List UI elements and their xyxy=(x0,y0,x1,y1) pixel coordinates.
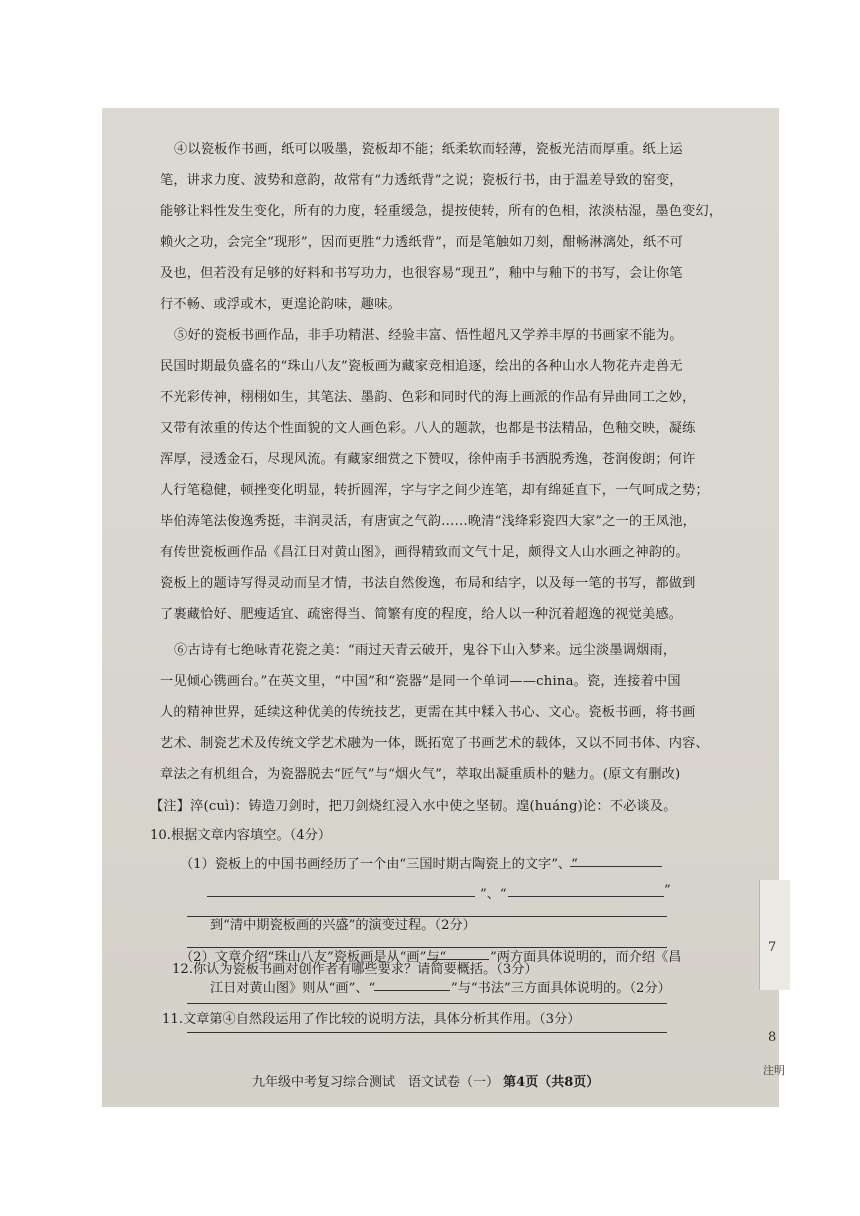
question-text: （1）瓷板上的中国书画经历了一个由“三国时期古陶瓷上的文字”、“ xyxy=(180,857,578,872)
question-text: 到“清中期瓷板画的兴盛”的演变过程。（2分） xyxy=(210,918,476,933)
exam-title: 九年级中考复习综合测试 语文试卷（一） xyxy=(252,1075,500,1090)
text-line: 艺术、制瓷艺术及传统文学艺术融为一体，既拓宽了书画艺术的载体，又以不同书体、内容、 xyxy=(160,736,709,751)
text-line: 章法之有机组合，为瓷器脱去“匠气”与“烟火气”，萃取出凝重质朴的魅力。(原文有删改) xyxy=(160,767,681,782)
text-line: 又带有浓重的传达个性面貌的文人画色彩。八人的题款，也都是书法精品，色釉交映，凝练 xyxy=(160,421,696,436)
text-line: ⑥古诗有七绝咏青花瓷之美：“雨过天青云破开，鬼谷下山入梦来。远尘淡墨调烟雨， xyxy=(174,643,677,658)
answer-blank[interactable] xyxy=(374,990,450,991)
text-line: 人行笔稳健，顿挫变化明显，转折圆浑，字与字之间少连笔，却有绵延直下，一气呵成之势； xyxy=(160,483,709,498)
answer-line[interactable] xyxy=(187,916,667,917)
answer-line[interactable] xyxy=(187,1003,667,1004)
question-text: ”、“ xyxy=(480,887,507,902)
question-text: ”两方面具体说明的，而介绍《昌 xyxy=(490,950,682,965)
answer-blank[interactable] xyxy=(508,896,664,897)
question-text: ” xyxy=(664,883,671,898)
text-line: 赖火之功，会完全“现形”，因而更胜“力透纸背”，而是笔触如刀刻，酣畅淋漓处，纸不可 xyxy=(160,235,684,250)
edge-fragment: 7 xyxy=(768,940,777,955)
text-line: 了裹藏恰好、肥瘦适宜、疏密得当、简繁有度的程度，给人以一种沉着超逸的视觉美感。 xyxy=(160,607,683,622)
adjacent-paper-edge xyxy=(759,880,790,1077)
question-text: ”与“书法”三方面具体说明的。（2分） xyxy=(451,981,671,996)
question-stem: 11.文章第④自然段运用了作比较的说明方法，具体分析其作用。（3分） xyxy=(162,1012,581,1027)
answer-line[interactable] xyxy=(187,1032,667,1033)
question-text: （2）文章介绍“珠山八友”瓷板画是从“画”与“ xyxy=(180,950,447,965)
answer-blank[interactable] xyxy=(570,866,662,867)
text-line: 及也，但若没有足够的好料和书写功力，也很容易“现丑”，釉中与釉下的书写，会让你笔 xyxy=(160,266,683,281)
text-line: 民国时期最负盛名的“珠山八友”瓷板画为藏家竞相追逐，绘出的各种山水人物花卉走兽无 xyxy=(160,359,683,374)
question-stem: 10.根据文章内容填空。（4分） xyxy=(150,828,332,843)
text-line: 浑厚，浸透金石，尽现风流。有藏家细赏之下赞叹，徐仲南手书洒脱秀逸，苍润俊朗；何许 xyxy=(160,452,696,467)
footnote: 【注】淬(cuì)：铸造刀剑时，把刀剑烧红浸入水中使之坚韧。遑(huáng)论：不必谈及。 xyxy=(150,799,677,814)
text-line: 一见倾心镌画台。”在英文里，“中国”和“瓷器”是同一个单词——china。瓷，连接着中国 xyxy=(160,674,681,689)
text-line: 人的精神世界，延续这种优美的传统技艺，更需在其中糅入书心、文心。瓷板书画，将书画 xyxy=(160,705,696,720)
question-stem: 12.你认为瓷板书画对创作者有哪些要求？请简要概括。（3分） xyxy=(172,962,538,977)
page-number: 第4页（共8页） xyxy=(503,1075,600,1090)
text-line: 不光彩传神，栩栩如生，其笔法、墨韵、色彩和同时代的海上画派的作品有异曲同工之妙， xyxy=(160,390,696,405)
answer-blank[interactable] xyxy=(207,896,475,897)
text-line: 有传世瓷板画作品《昌江日对黄山图》，画得精致而文气十足，颇得文人山水画之神韵的。 xyxy=(160,545,689,560)
text-line: 瓷板上的题诗写得灵动而呈才情，书法自然俊逸，布局和结字，以及每一笔的书写，都做到 xyxy=(160,576,696,591)
text-line: 笔，讲求力度、波势和意韵，故常有“力透纸背”之说；瓷板行书，由于温差导致的窑变， xyxy=(160,173,683,188)
text-line: 毕伯涛笔法俊逸秀挺，丰润灵活，有唐寅之气韵……晚清“浅绛彩瓷四大家”之一的王凤池， xyxy=(160,514,696,529)
text-line: ④以瓷板作书画，纸可以吸墨，瓷板却不能；纸柔软而轻薄，瓷板光洁而厚重。纸上运 xyxy=(174,142,683,157)
text-line: ⑤好的瓷板书画作品，非手功精湛、经验丰富、悟性超凡又学养丰厚的书画家不能为。 xyxy=(174,328,683,343)
question-text: 江日对黄山图》则从“画”、“ xyxy=(210,981,376,996)
page-footer xyxy=(252,1071,599,1090)
answer-line[interactable] xyxy=(187,947,667,948)
edge-fragment: 8 xyxy=(768,1030,777,1045)
edge-fragment: 注明 xyxy=(763,1064,785,1077)
text-line: 能够让料性发生变化，所有的力度，轻重缓急，提按使转，所有的色相，浓淡枯湿，墨色变幻， xyxy=(160,204,723,219)
text-line: 行不畅、或浮或木，更遑论韵味，趣味。 xyxy=(160,297,401,312)
